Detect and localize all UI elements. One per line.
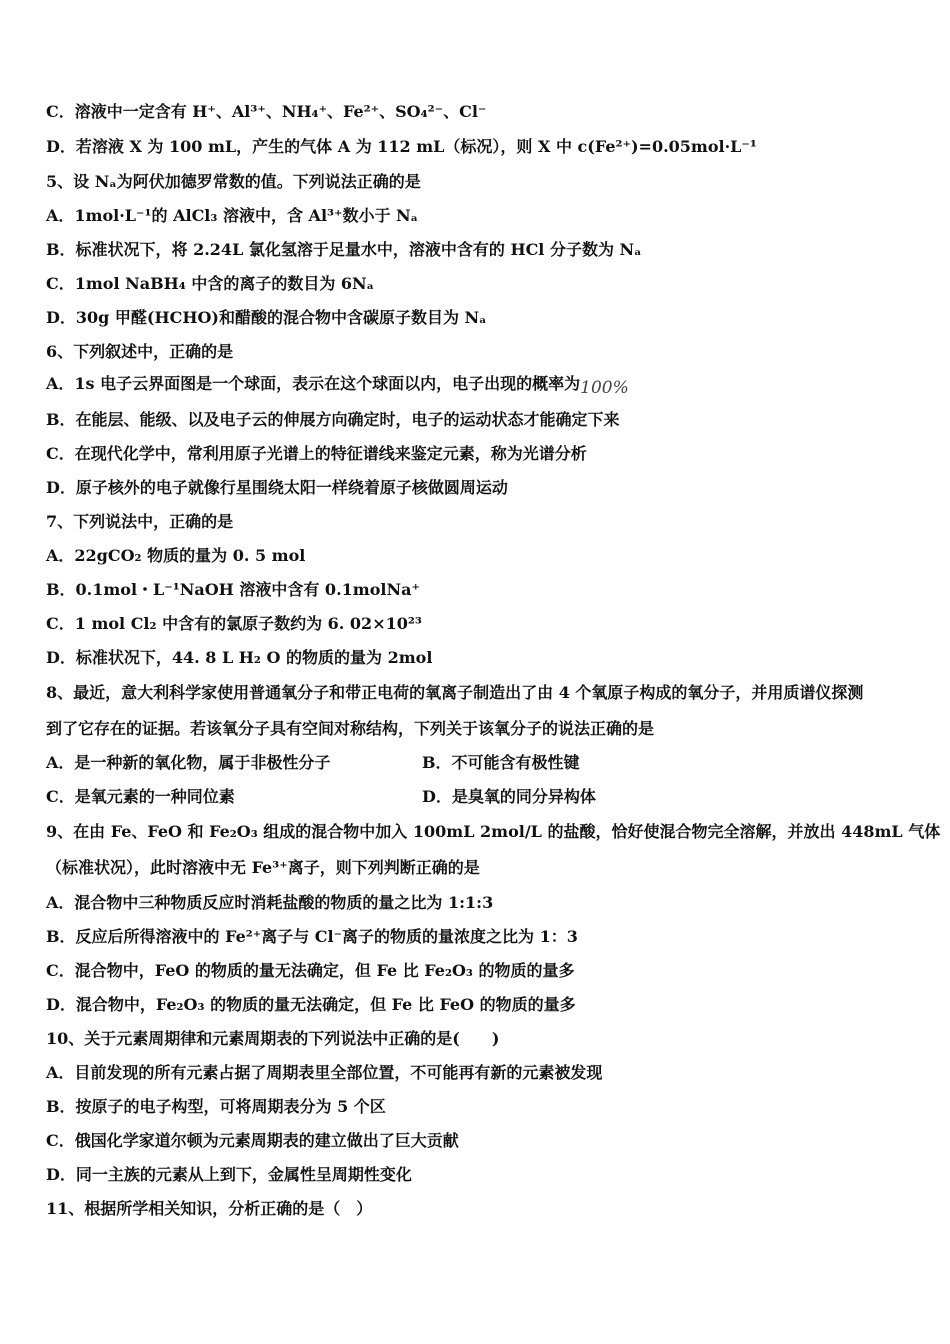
option-c-q8: C．是氧元素的一种同位素: [46, 787, 235, 806]
question-8-line-2: 到了它存在的证据。若该氧分子具有空间对称结构，下列关于该氧分子的说法正确的是: [46, 719, 655, 738]
question-8-line-1: 8、最近，意大利科学家使用普通氧分子和带正电荷的氧离子制造出了由 4 个氧原子构成的氧分子，并用质谱仪探测: [46, 683, 864, 702]
option-d-q7: D．标准状况下，44. 8 L H₂ O 的物质的量为 2mol: [46, 648, 433, 667]
option-a-q9: A．混合物中三种物质反应时消耗盐酸的物质的量之比为 1:1:3: [46, 893, 494, 912]
option-c-q5: C．1mol NaBH₄ 中含的离子的数目为 6Nₐ: [46, 274, 375, 293]
option-c-q4: C．溶液中一定含有 H⁺、Al³⁺、NH₄⁺、Fe²⁺、SO₄²⁻、Cl⁻: [46, 102, 487, 121]
option-b-q6: B．在能层、能级、以及电子云的伸展方向确定时，电子的运动状态才能确定下来: [46, 410, 620, 429]
option-d-q4: D．若溶液 X 为 100 mL，产生的气体 A 为 112 mL（标况），则 X 中 c(Fe²⁺)=0.05mol·L⁻¹: [46, 137, 757, 156]
option-b-q8: B．不可能含有极性键: [422, 753, 580, 772]
question-9-line-1: 9、在由 Fe、FeO 和 Fe₂O₃ 组成的混合物中加入 100mL 2mol/L 的盐酸，恰好使混合物完全溶解，并放出 448mL 气体: [46, 822, 941, 841]
option-d-q9: D．混合物中，Fe₂O₃ 的物质的量无法确定，但 Fe 比 FeO 的物质的量多: [46, 995, 576, 1014]
question-7: 7、下列说法中，正确的是: [46, 512, 234, 531]
option-c-q10: C．俄国化学家道尔顿为元素周期表的建立做出了巨大贡献: [46, 1131, 459, 1150]
option-b-q9: B．反应后所得溶液中的 Fe²⁺离子与 Cl⁻离子的物质的量浓度之比为 1：3: [46, 927, 578, 946]
option-b-q10: B．按原子的电子构型，可将周期表分为 5 个区: [46, 1097, 386, 1116]
option-a-q6-text: A．1s 电子云界面图是一个球面，表示在这个球面以内，电子出现的概率为: [46, 374, 581, 393]
option-c-q6: C．在现代化学中，常利用原子光谱上的特征谱线来鉴定元素，称为光谱分析: [46, 444, 587, 463]
option-a-q8: A．是一种新的氧化物，属于非极性分子: [46, 753, 331, 772]
option-d-q5: D．30g 甲醛(HCHO)和醋酸的混合物中含碳原子数目为 Nₐ: [46, 308, 487, 327]
option-a-q5: A．1mol·L⁻¹的 AlCl₃ 溶液中，含 Al³⁺数小于 Nₐ: [46, 206, 419, 225]
option-d-q8: D．是臭氧的同分异构体: [422, 787, 596, 806]
option-c-q9: C．混合物中，FeO 的物质的量无法确定，但 Fe 比 Fe₂O₃ 的物质的量多: [46, 961, 575, 980]
question-9-line-2: （标准状况），此时溶液中无 Fe³⁺离子，则下列判断正确的是: [46, 858, 480, 877]
option-b-q7: B．0.1mol・L⁻¹NaOH 溶液中含有 0.1molNa⁺: [46, 580, 420, 599]
option-a-q10: A．目前发现的所有元素占据了周期表里全部位置，不可能再有新的元素被发现: [46, 1063, 603, 1082]
question-5: 5、设 Nₐ为阿伏加德罗常数的值。下列说法正确的是: [46, 172, 421, 191]
probability-value: 100%: [580, 378, 629, 398]
option-c-q7: C．1 mol Cl₂ 中含有的氯原子数约为 6. 02×10²³: [46, 614, 422, 633]
option-b-q5: B．标准状况下，将 2.24L 氯化氢溶于足量水中，溶液中含有的 HCl 分子数为 Nₐ: [46, 240, 642, 259]
option-a-q6: [46, 373, 910, 398]
option-a-q7: A．22gCO₂ 物质的量为 0. 5 mol: [46, 546, 306, 565]
question-11: 11、根据所学相关知识，分析正确的是（ ）: [46, 1199, 373, 1218]
options-cd-q8: [46, 786, 910, 808]
options-ab-q8: [46, 752, 910, 774]
question-6: 6、下列叙述中，正确的是: [46, 342, 234, 361]
option-d-q6: D．原子核外的电子就像行星围绕太阳一样绕着原子核做圆周运动: [46, 478, 508, 497]
question-10: 10、关于元素周期律和元素周期表的下列说法中正确的是( ): [46, 1029, 500, 1048]
option-d-q10: D．同一主族的元素从上到下，金属性呈周期性变化: [46, 1165, 412, 1184]
